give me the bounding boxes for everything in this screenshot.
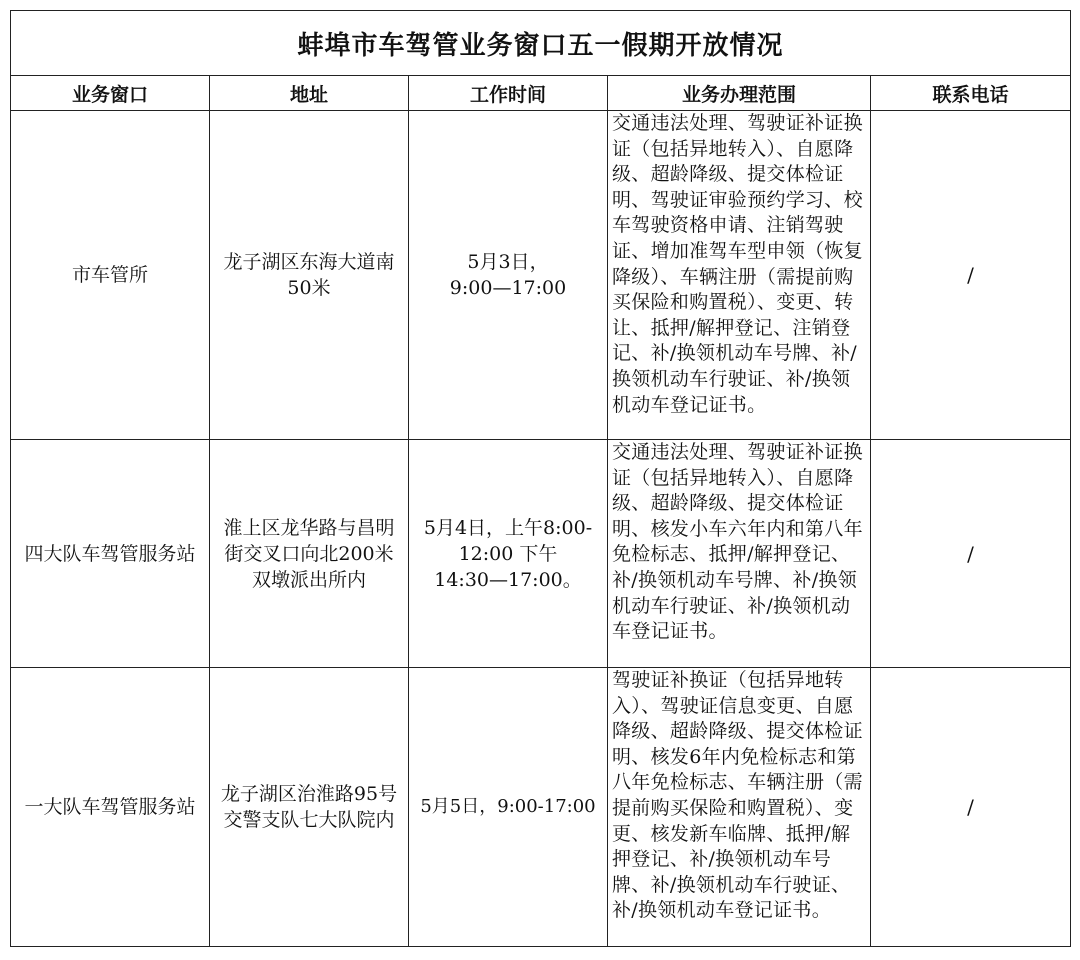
scope-cell: 交通违法处理、驾驶证补证换证（包括异地转入）、自愿降级、超龄降级、提交体检证明、核发小车六年内和第八年免检标志、抵押/解押登记、补/换领机动车号牌、补/换领机动车行驶证、补/换领机动车登记证书。 [608, 440, 871, 668]
hours-cell: 5月4日，上午8:00- 12:00 下午 14:30—17:00。 [409, 440, 608, 668]
scope-cell: 交通违法处理、驾驶证补证换证（包括异地转入）、自愿降级、超龄降级、提交体检证明、驾驶证审验预约学习、校车驾驶资格申请、注销驾驶证、增加准驾车型申领（恢复降级）、车辆注册（需提前购买保险和购置税）、变更、转让、抵押/解押登记、注销登记、补/换领机动车号牌、补/换领机动车行驶证、补/换领机动车登记证书。 [608, 111, 871, 440]
phone-cell: / [871, 111, 1071, 440]
address-cell: 龙子湖区治淮路95号 交警支队七大队院内 [210, 668, 409, 947]
schedule-sheet [10, 10, 1070, 950]
page-title: 蚌埠市车驾管业务窗口五一假期开放情况 [11, 11, 1071, 76]
header-phone: 联系电话 [871, 76, 1071, 111]
header-scope: 业务办理范围 [608, 76, 871, 111]
table-row [11, 440, 1071, 668]
header-hours: 工作时间 [409, 76, 608, 111]
address-cell: 龙子湖区东海大道南 50米 [210, 111, 409, 440]
hours-cell: 5月5日，9:00-17:00 [409, 668, 608, 947]
phone-cell: / [871, 668, 1071, 947]
table-row [11, 111, 1071, 440]
header-window: 业务窗口 [11, 76, 210, 111]
window-cell: 市车管所 [11, 111, 210, 440]
phone-cell: / [871, 440, 1071, 668]
table-row [11, 668, 1071, 947]
header-address: 地址 [210, 76, 409, 111]
scope-cell: 驾驶证补换证（包括异地转入）、驾驶证信息变更、自愿降级、超龄降级、提交体检证明、核发6年内免检标志和第八年免检标志、车辆注册（需提前购买保险和购置税）、变更、核发新车临牌、抵押/解押登记、补/换领机动车号牌、补/换领机动车行驶证、补/换领机动车登记证书。 [608, 668, 871, 947]
window-cell: 一大队车驾管服务站 [11, 668, 210, 947]
header-row [11, 76, 1071, 111]
schedule-table [10, 10, 1071, 947]
address-cell: 淮上区龙华路与昌明 街交叉口向北200米 双墩派出所内 [210, 440, 409, 668]
hours-cell: 5月3日， 9:00—17:00 [409, 111, 608, 440]
window-cell: 四大队车驾管服务站 [11, 440, 210, 668]
